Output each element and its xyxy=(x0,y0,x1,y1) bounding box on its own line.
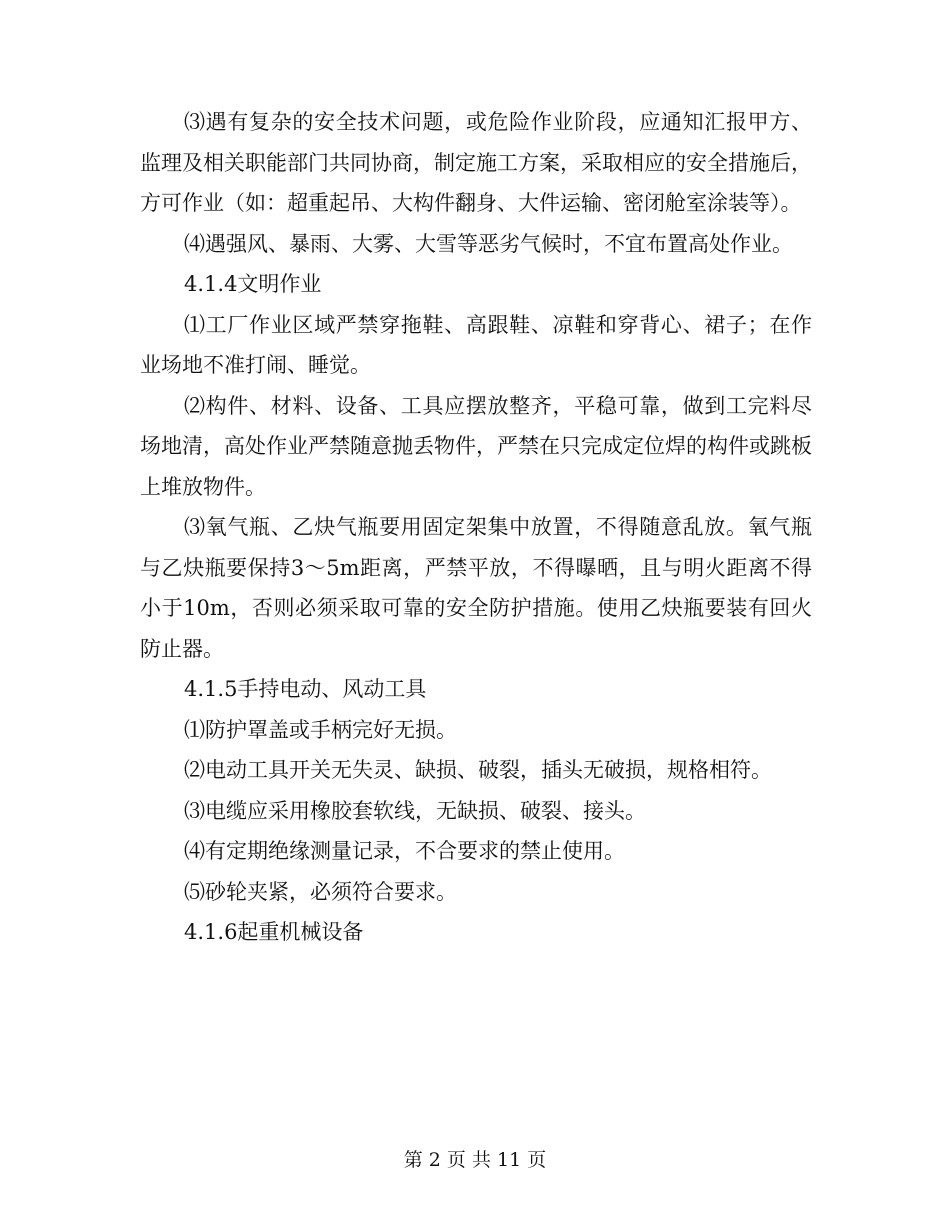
section-heading-lifting-equipment: 4.1.6起重机械设备 xyxy=(184,920,364,944)
paragraph-cable-check: ⑶电缆应采用橡胶套软线，无缺损、破裂、接头。 xyxy=(184,798,646,823)
paragraph-switch-check: ⑵电动工具开关无失灵、缺损、破裂，插头无破损，规格相符。 xyxy=(184,758,772,782)
paragraph-grinding-wheel: ⑸砂轮夹紧，必须符合要求。 xyxy=(184,879,457,904)
paragraph-dress-code: ⑴工厂作业区域严禁穿拖鞋、高跟鞋、凉鞋和穿背心、裙子；在作业场地不准打闹、睡觉。 xyxy=(140,312,812,377)
paragraph-gas-cylinders: ⑶氧气瓶、乙炔气瓶要用固定架集中放置，不得随意乱放。氧气瓶与乙炔瓶要保持3～5m距离，严禁平放，不得曝晒，且与明火距离不得小于10m，否则必须采取可靠的安全防护措施。使用乙炔瓶要装有回火防止器。 xyxy=(140,515,812,661)
section-heading-power-tools: 4.1.5手持电动、风动工具 xyxy=(184,677,427,701)
document-body xyxy=(140,102,812,953)
section-heading-civilized-work: 4.1.4文明作业 xyxy=(184,272,322,296)
page-number-footer: 第 2 页 共 11 页 xyxy=(403,1149,547,1171)
paragraph-hazard-consultation: ⑶遇有复杂的安全技术问题，或危险作业阶段，应通知汇报甲方、监理及相关职能部门共同协商，制定施工方案，采取相应的安全措施后，方可作业（如：超重起吊、大构件翻身、大件运输、密闭舱室涂装等）。 xyxy=(140,110,812,215)
paragraph-material-stacking: ⑵构件、材料、设备、工具应摆放整齐，平稳可靠，做到工完料尽场地清，高处作业严禁随意抛丢物件，严禁在只完成定位焊的构件或跳板上堆放物件。 xyxy=(140,393,812,499)
paragraph-insulation-record: ⑷有定期绝缘测量记录，不合要求的禁止使用。 xyxy=(184,839,625,863)
paragraph-bad-weather: ⑷遇强风、暴雨、大雾、大雪等恶劣气候时，不宜布置高处作业。 xyxy=(184,231,793,256)
paragraph-guard-cover: ⑴防护罩盖或手柄完好无损。 xyxy=(184,717,457,742)
